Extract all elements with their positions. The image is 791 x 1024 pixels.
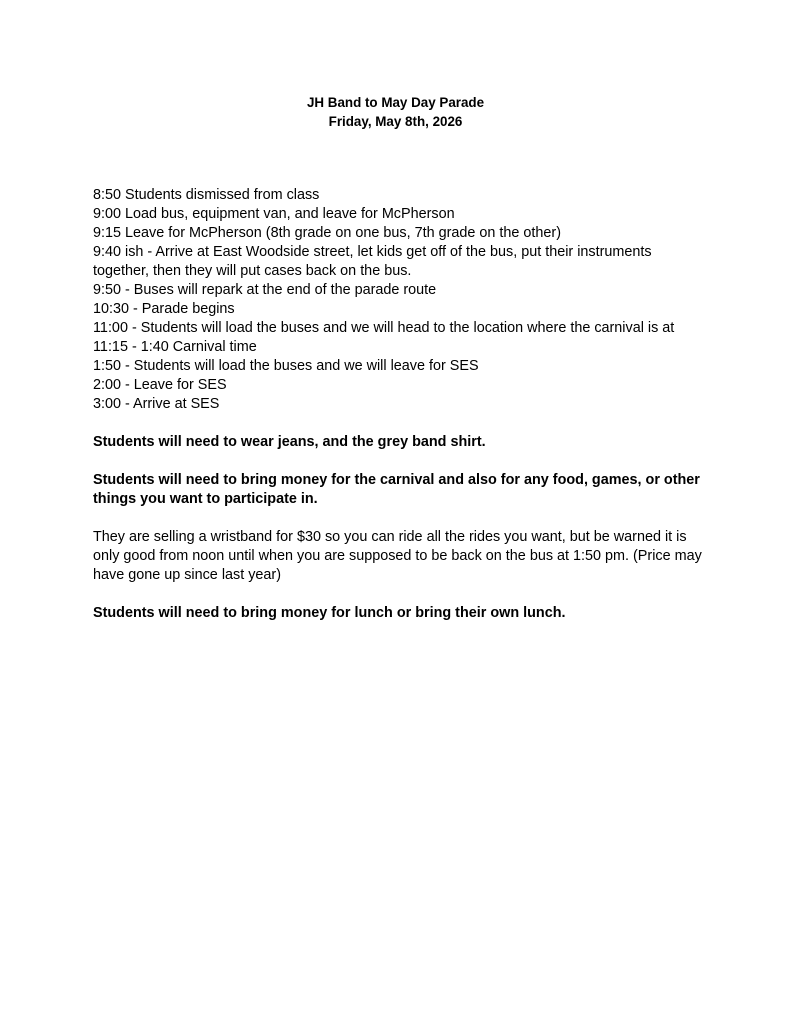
money-note: Students will need to bring money for the carnival and also for any food, games, or other things you want to participate in. [93, 472, 700, 507]
document-header [0, 93, 791, 131]
schedule-list [93, 186, 703, 414]
lunch-note: Students will need to bring money for lunch or bring their own lunch. [93, 605, 566, 621]
schedule-item: 9:40 ish - Arrive at East Woodside street, let kids get off of the bus, put their instruments together, then they will put cases back on the bus. [93, 244, 652, 279]
schedule-item: 11:15 - 1:40 Carnival time [93, 339, 257, 355]
wristband-note: They are selling a wristband for $30 so you can ride all the rides you want, but be warned it is only good from noon until when you are supposed to be back on the bus at 1:50 pm. (Price may have gone up since last year) [93, 529, 702, 583]
schedule-item: 3:00 - Arrive at SES [93, 396, 220, 412]
document-title: JH Band to May Day Parade [306, 95, 485, 110]
schedule-item: 8:50 Students dismissed from class [93, 187, 320, 203]
document-body [93, 186, 703, 623]
attire-note: Students will need to wear jeans, and the grey band shirt. [93, 434, 486, 450]
schedule-item: 9:00 Load bus, equipment van, and leave for McPherson [93, 206, 455, 222]
schedule-item: 9:15 Leave for McPherson (8th grade on one bus, 7th grade on the other) [93, 225, 562, 241]
schedule-item: 10:30 - Parade begins [93, 301, 235, 317]
schedule-item: 9:50 - Buses will repark at the end of the parade route [93, 282, 437, 298]
document-date: Friday, May 8th, 2026 [328, 114, 463, 129]
schedule-item: 1:50 - Students will load the buses and we will leave for SES [93, 358, 479, 374]
schedule-item: 11:00 - Students will load the buses and we will head to the location where the carnival is at [93, 320, 675, 336]
schedule-item: 2:00 - Leave for SES [93, 377, 227, 393]
